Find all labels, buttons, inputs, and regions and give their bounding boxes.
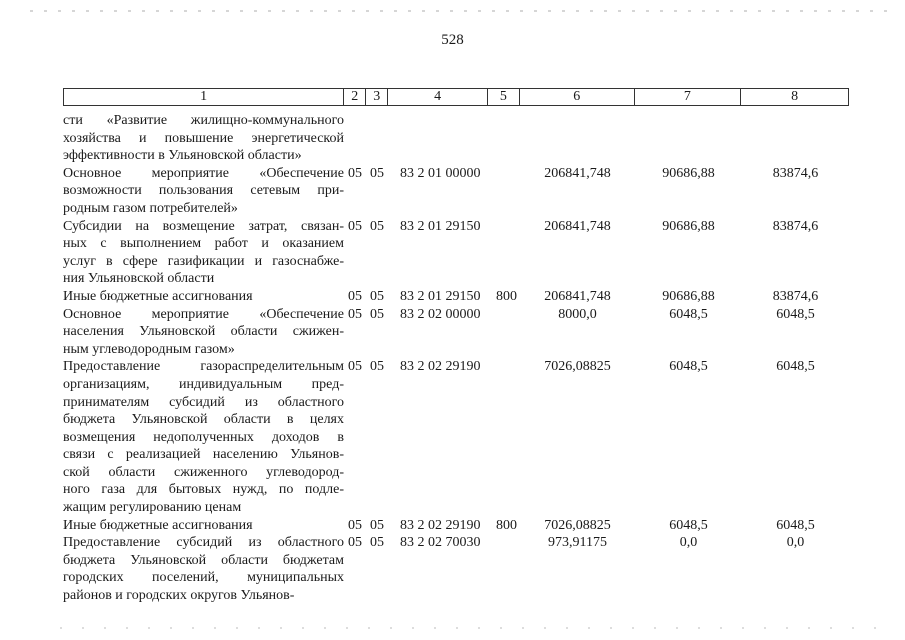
amount-col-8: 83874,6 — [772, 218, 819, 234]
amount-col-8: 0,0 — [786, 535, 805, 551]
description-line: бюджета Ульяновской области бюджетам — [63, 552, 344, 568]
description-line: возмещения недополученных доходов в — [63, 429, 344, 445]
expense-type-code: 800 — [496, 288, 517, 304]
target-article-code: 83 2 02 29190 — [400, 359, 481, 375]
description-line: населения Ульяновской области сжижен- — [63, 324, 344, 340]
table-row — [63, 358, 849, 516]
amount-col-8: 83874,6 — [772, 288, 819, 304]
table-row — [63, 534, 849, 604]
description-line: жащим регулированию ценам — [63, 500, 242, 516]
description-line: принимателям субсидий из областного — [63, 394, 344, 410]
scan-artifact-top — [30, 10, 890, 12]
amount-col-7: 90686,88 — [662, 218, 715, 234]
amount-col-7: 90686,88 — [662, 288, 715, 304]
description-line: Основное мероприятие «Обеспечение — [63, 165, 344, 181]
target-article-code: 83 2 02 00000 — [400, 306, 481, 322]
target-article-code: 83 2 01 29150 — [400, 218, 481, 234]
amount-col-7: 6048,5 — [669, 306, 708, 322]
description-line: Основное мероприятие «Обеспечение — [63, 306, 344, 322]
subsection-code: 05 — [370, 306, 384, 322]
target-article-code: 83 2 01 00000 — [400, 165, 481, 181]
section-code: 05 — [348, 359, 362, 375]
header-col-8: 8 — [791, 89, 799, 104]
amount-col-6: 206841,748 — [544, 165, 611, 181]
header-col-5: 5 — [488, 89, 520, 105]
row-description — [63, 306, 344, 359]
amount-col-8: 6048,5 — [776, 359, 815, 375]
table-row — [63, 517, 849, 535]
amount-col-6: 206841,748 — [544, 288, 611, 304]
subsection-code: 05 — [370, 288, 384, 304]
header-col-1: 1 — [64, 89, 344, 105]
header-col-3: 3 — [366, 89, 388, 105]
header-col-6: 6 — [520, 89, 635, 105]
description-line: бюджета Ульяновской области в целях — [63, 412, 344, 428]
table-row — [63, 288, 849, 306]
table-row — [63, 306, 849, 359]
description-line: ния Ульяновской области — [63, 271, 215, 287]
table-row — [63, 218, 849, 288]
description-line: родным газом потребителей» — [63, 200, 238, 216]
row-description — [63, 517, 344, 535]
row-description — [63, 358, 344, 516]
description-line: сти «Развитие жилищно-коммунального — [63, 113, 344, 128]
section-code: 05 — [348, 306, 362, 322]
amount-col-8: 6048,5 — [776, 517, 815, 533]
description-line: хозяйства и повышение энергетической — [63, 130, 344, 146]
amount-col-7: 0,0 — [679, 535, 698, 551]
description-line: эффективности в Ульяновской области» — [63, 148, 302, 164]
table-row — [63, 112, 849, 165]
subsection-code: 05 — [370, 218, 384, 234]
row-description — [63, 218, 344, 288]
section-code: 05 — [348, 517, 362, 533]
description-line: ных с выполнением работ и оказанием — [63, 236, 344, 252]
target-article-code: 83 2 02 29190 — [400, 517, 481, 533]
description-line: связи с реализацией населению Ульянов- — [63, 447, 344, 463]
row-description — [63, 112, 344, 165]
description-line: возможности пользования сетевым при- — [63, 183, 344, 199]
description-line: Субсидии на возмещение затрат, связан- — [63, 218, 344, 234]
section-code: 05 — [348, 535, 362, 551]
amount-col-8: 83874,6 — [772, 165, 819, 181]
description-line: районов и городских округов Ульянов- — [63, 588, 295, 604]
amount-col-6: 7026,08825 — [544, 517, 611, 533]
description-line: ного газа для бытовых нужд, по подле- — [63, 482, 344, 498]
amount-col-6: 7026,08825 — [544, 359, 611, 375]
section-code: 05 — [348, 218, 362, 234]
subsection-code: 05 — [370, 359, 384, 375]
description-line: городских поселений, муниципальных — [63, 570, 344, 586]
amount-col-7: 6048,5 — [669, 359, 708, 375]
row-description — [63, 288, 344, 306]
amount-col-6: 206841,748 — [544, 218, 611, 234]
target-article-code: 83 2 02 70030 — [400, 535, 481, 551]
description-line: Иные бюджетные ассигнования — [63, 288, 253, 304]
page-number: 528 — [441, 32, 464, 48]
table-row — [63, 165, 849, 218]
description-line: Предоставление газораспределительным — [63, 359, 344, 375]
table-header — [63, 88, 849, 106]
subsection-code: 05 — [370, 165, 384, 181]
section-code: 05 — [348, 165, 362, 181]
target-article-code: 83 2 01 29150 — [400, 288, 481, 304]
amount-col-8: 6048,5 — [776, 306, 815, 322]
subsection-code: 05 — [370, 517, 384, 533]
amount-col-6: 8000,0 — [558, 306, 597, 322]
description-line: ской области сжиженного углеводород- — [63, 464, 344, 480]
amount-col-6: 973,91175 — [548, 535, 607, 551]
section-code: 05 — [348, 288, 362, 304]
description-line: Иные бюджетные ассигнования — [63, 517, 253, 533]
expense-type-code: 800 — [496, 517, 517, 533]
header-col-2: 2 — [344, 89, 366, 105]
description-line: ным углеводородным газом» — [63, 341, 235, 357]
description-line: Предоставление субсидий из областного — [63, 535, 344, 551]
table-body — [63, 112, 849, 605]
amount-col-7: 6048,5 — [669, 517, 708, 533]
row-description — [63, 165, 344, 218]
subsection-code: 05 — [370, 535, 384, 551]
scan-artifact-bottom — [60, 627, 890, 629]
header-col-7: 7 — [635, 89, 742, 105]
amount-col-7: 90686,88 — [662, 165, 715, 181]
description-line: организациям, индивидуальным пред- — [63, 376, 344, 392]
row-description — [63, 534, 344, 604]
description-line: услуг в сфере газификации и газоснабже- — [63, 253, 344, 269]
header-col-4: 4 — [388, 89, 488, 105]
